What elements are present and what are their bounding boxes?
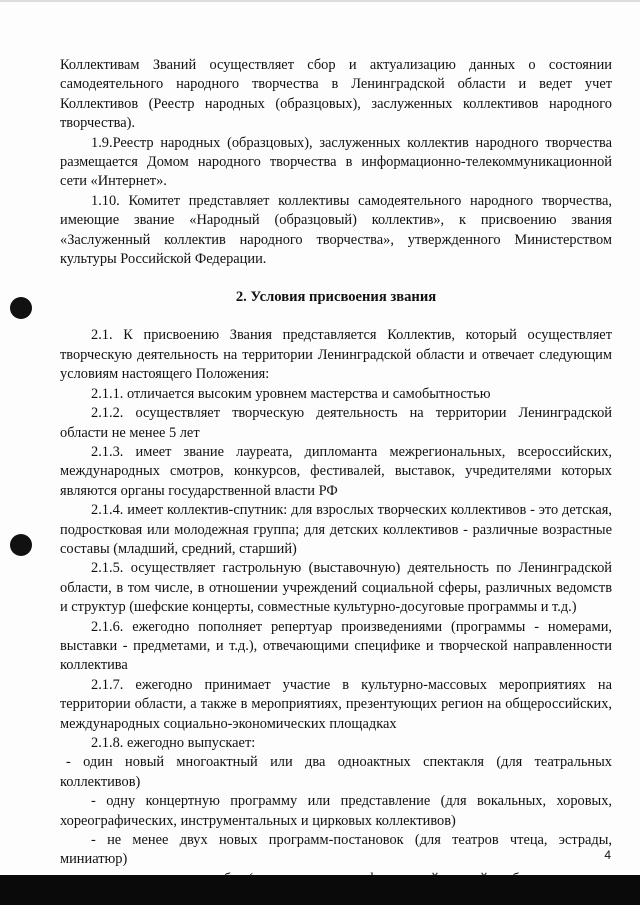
list-item: - не менее двух новых программ-постановок (для театров чтеца, эстрады, миниатюр) bbox=[60, 832, 612, 868]
scan-edge bbox=[0, 0, 640, 2]
clause-2-1-7: 2.1.7. ежегодно принимает участие в культурно-массовых мероприятиях на территории области, а также в мероприятиях, презентующих регион на общероссийских, международных социально-экономических площадках bbox=[60, 676, 612, 732]
clause-2-1-5: 2.1.5. осуществляет гастрольную (выставочную) деятельность по Ленинградской области, в том числе, в отношении учреждений социальной сферы, различных ведомств и структур (шефские концерты, совместные культурно-досуговые программы и т.д.) bbox=[60, 560, 612, 616]
clause-2-1-1: 2.1.1. отличается высоким уровнем мастерства и самобытностью bbox=[91, 385, 491, 402]
list-item: - один новый многоактный или два одноактных спектакля (для театральных коллективов) bbox=[60, 754, 612, 790]
punch-hole-mark-bottom bbox=[10, 534, 32, 556]
paragraph: 1.10. Комитет представляет коллективы самодеятельного народного творчества, имеющие звание «Народный (образцовый) коллектив», к присвоению звания «Заслуженный коллектив народного творчества», утвержденного Министерством культуры Российской Федерации. bbox=[60, 192, 612, 268]
document-body bbox=[60, 56, 612, 909]
page-number: 4 bbox=[604, 848, 611, 862]
clause-2-1-3: 2.1.3. имеет звание лауреата, дипломанта межрегиональных, всероссийских, международных смотров, конкурсов, фестивалей, выставок, учредителями которых являются органы государственной власти РФ bbox=[60, 443, 612, 499]
clause-2-1-6: 2.1.6. ежегодно пополняет репертуар произведениями (программы - номерами, выставки - предметами, и т.д.), отвечающими специфике и творческой направленности коллектива bbox=[60, 618, 612, 674]
section-heading: 2. Условия присвоения звания bbox=[235, 289, 437, 306]
paragraph: 1.9.Реестр народных (образцовых), заслуженных коллектив народного творчества размещается Домом народного творчества в информационно-телекоммуникационной сети «Интернет». bbox=[60, 134, 612, 190]
scan-bottom-border bbox=[0, 875, 640, 905]
clause-2-1: 2.1. К присвоению Звания представляется Коллектив, который осуществляет творческую деятельность на территории Ленинградской области и отвечает следующим условиям настоящего Положения: bbox=[60, 327, 612, 383]
paragraph: Коллективам Званий осуществляет сбор и актуализацию данных о состоянии самодеятельного народного творчества в Ленинградской области и ведет учет Коллективов (Реестр народных (образцовых), заслуженных коллективов народного творчества). bbox=[60, 57, 612, 132]
clause-2-1-2: 2.1.2. осуществляет творческую деятельность на территории Ленинградской области не менее 5 лет bbox=[60, 405, 612, 441]
punch-hole-mark-top bbox=[10, 297, 32, 319]
clause-2-1-4: 2.1.4. имеет коллектив-спутник: для взрослых творческих коллективов - это детская, подростковая или молодежная группа; для детских коллективов - различные возрастные составы (младший, средний, старший) bbox=[60, 502, 612, 557]
list-item: - одну концертную программу или представление (для вокальных, хоровых, хореографических, инструментальных и цирковых коллективов) bbox=[60, 793, 612, 829]
clause-2-1-8: 2.1.8. ежегодно выпускает: bbox=[91, 735, 256, 751]
